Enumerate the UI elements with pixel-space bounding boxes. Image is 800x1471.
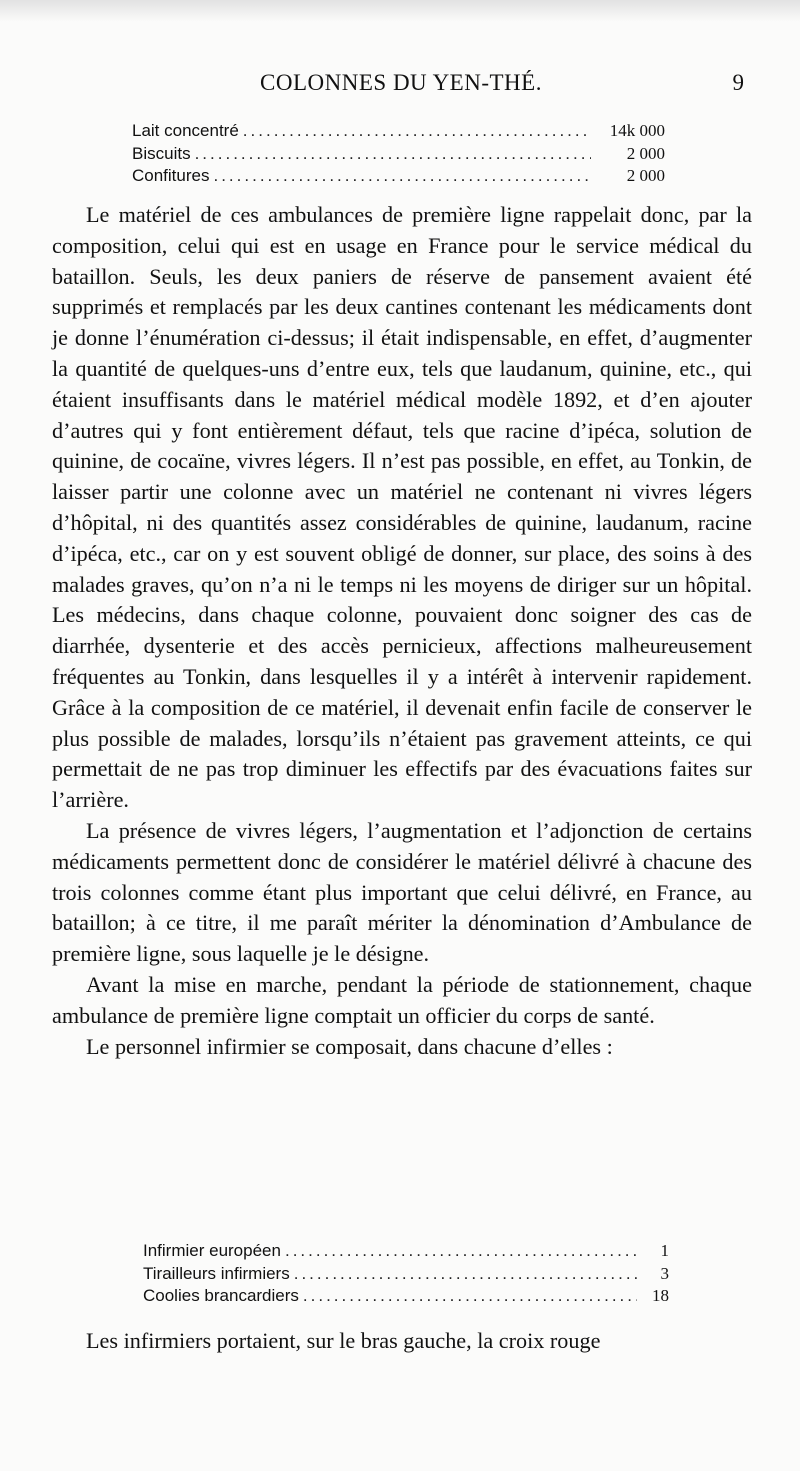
body-text-continued <box>52 1326 752 1357</box>
provisions-list <box>132 120 665 188</box>
list-item <box>132 120 665 143</box>
item-quantity: 14k 000 <box>609 121 665 140</box>
item-label: Biscuits <box>132 143 191 163</box>
paragraph: Avant la mise en marche, pendant la période de stationnement, chaque ambulance de première ligne comptait un officier du corps de santé. <box>52 971 752 1028</box>
dot-leader <box>213 165 591 188</box>
dot-leader <box>195 143 591 166</box>
dot-leader <box>303 1285 637 1308</box>
paragraph: La présence de vivres légers, l’augmentation et l’adjonction de certains médicaments permettent donc de considérer le matériel délivré à chacune des trois colonnes comme étant plus important que celui délivré, en France, au bataillon; à ce titre, il me paraît mériter la dénomination d’Ambulance de première ligne, sous laquelle je le désigne. <box>52 817 752 967</box>
item-quantity: 2 000 <box>626 166 665 185</box>
page-top-edge <box>0 0 800 22</box>
item-quantity: 3 <box>660 1263 669 1283</box>
paragraph: Les infirmiers portaient, sur le bras gauche, la croix rouge <box>86 1328 601 1353</box>
page-number: 9 <box>732 70 744 95</box>
list-item <box>143 1240 669 1263</box>
item-quantity: 18 <box>652 1286 669 1305</box>
paragraph: Le matériel de ces ambulances de première ligne rappelait donc, par la composition, celui qui est en usage en France pour le service médical du bataillon. Seuls, les deux paniers de réserve de pansement avaient été supprimés et remplacés par les deux cantines contenant les médicaments dont je donne l’énumération ci-dessus; il était indispensable, en effet, d’augmenter la quantité de quelques-uns d’entre eux, tels que laudanum, quinine, etc., qui étaient insuffisants dans le matériel médical modèle 1892, et d’en ajouter d’autres qui y font entièrement défaut, tels que racine d’ipéca, solution de quinine, de cocaïne, vivres légers. Il n’est pas possible, en effet, au Tonkin, de laisser partir une colonne avec un matériel ne contenant ni vivres légers d’hôpital, ni des quantités assez considérables de quinine, laudanum, racine d’ipéca, etc., car on y est souvent obligé de donner, sur place, des soins à des malades graves, qu’on n’a ni le temps ni les moyens de diriger sur un hôpital. Les médecins, dans chaque colonne, pouvaient donc soigner des cas de diarrhée, dysenterie et des accès pernicieux, affections malheureusement fréquentes au Tonkin, dans lesquelles il y a intérêt à intervenir rapidement. Grâce à la composition de ce matériel, il devenait enfin facile de conserver le plus possible de malades, lorsqu’ils n’étaient pas gravement atteints, ce qui permettait de ne pas trop diminuer les effectifs par des évacuations faites sur l’arrière. <box>52 202 752 813</box>
item-quantity: 1 <box>660 1241 669 1260</box>
personnel-list <box>143 1240 669 1308</box>
running-title: COLONNES DU YEN-THÉ. <box>260 70 542 95</box>
item-label: Infirmier européen <box>143 1241 281 1260</box>
list-item <box>132 165 665 188</box>
item-quantity: 2 000 <box>626 143 665 163</box>
dot-leader <box>285 1240 637 1263</box>
paragraph: Le personnel infirmier se composait, dans chacune d’elles : <box>86 1033 613 1059</box>
item-label: Lait concentré <box>132 121 239 140</box>
list-item <box>143 1285 669 1308</box>
item-label: Tirailleurs infirmiers <box>143 1263 290 1283</box>
dot-leader <box>294 1263 637 1286</box>
dot-leader <box>243 120 591 143</box>
body-text <box>52 200 752 1062</box>
item-label: Coolies brancardiers <box>143 1286 299 1305</box>
running-head <box>52 70 750 102</box>
list-item <box>132 143 665 166</box>
item-label: Confitures <box>132 166 210 185</box>
list-item <box>143 1263 669 1286</box>
